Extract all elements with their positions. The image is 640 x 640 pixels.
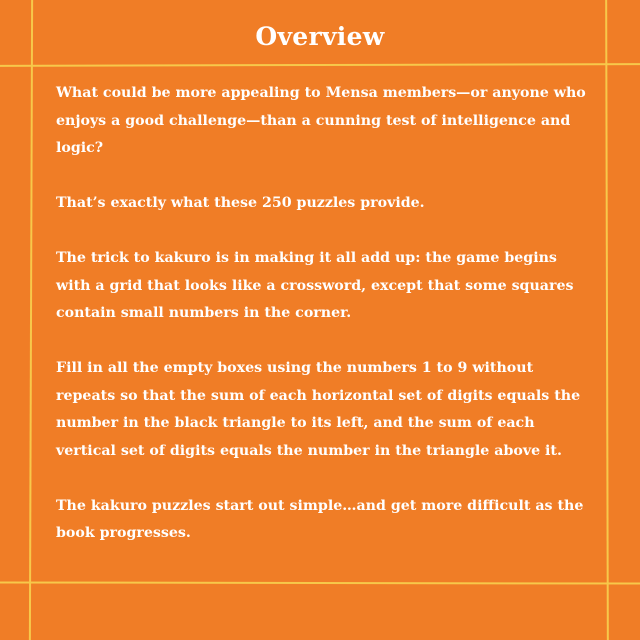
paragraph-rules: Fill in all the empty boxes using the numbers 1 to 9 without repeats so that the sum of each horizontal set of digits equals the number in the black triangle to its left, and the sum of each vertical set of digits equals the number in the triangle above it.	[56, 360, 581, 459]
frame-line-left	[29, 0, 33, 640]
paragraph-puzzle-count: That’s exactly what these 250 puzzles provide.	[56, 195, 425, 211]
frame-line-right	[605, 0, 608, 640]
paragraph-intro: What could be more appealing to Mensa members—or anyone who enjoys a good challenge—than a cunning test of intelligence and logic?	[56, 85, 586, 156]
overview-body	[56, 80, 596, 575]
paragraph-trick: The trick to kakuro is in making it all add up: the game begins with a grid that looks like a crossword, except that some squares contain small numbers in the corner.	[56, 250, 574, 321]
frame-line-top	[0, 63, 640, 66]
frame-line-bottom	[0, 581, 640, 584]
page-title: Overview	[255, 22, 385, 51]
paragraph-difficulty: The kakuro puzzles start out simple…and get more difficult as the book progresses.	[56, 497, 584, 541]
